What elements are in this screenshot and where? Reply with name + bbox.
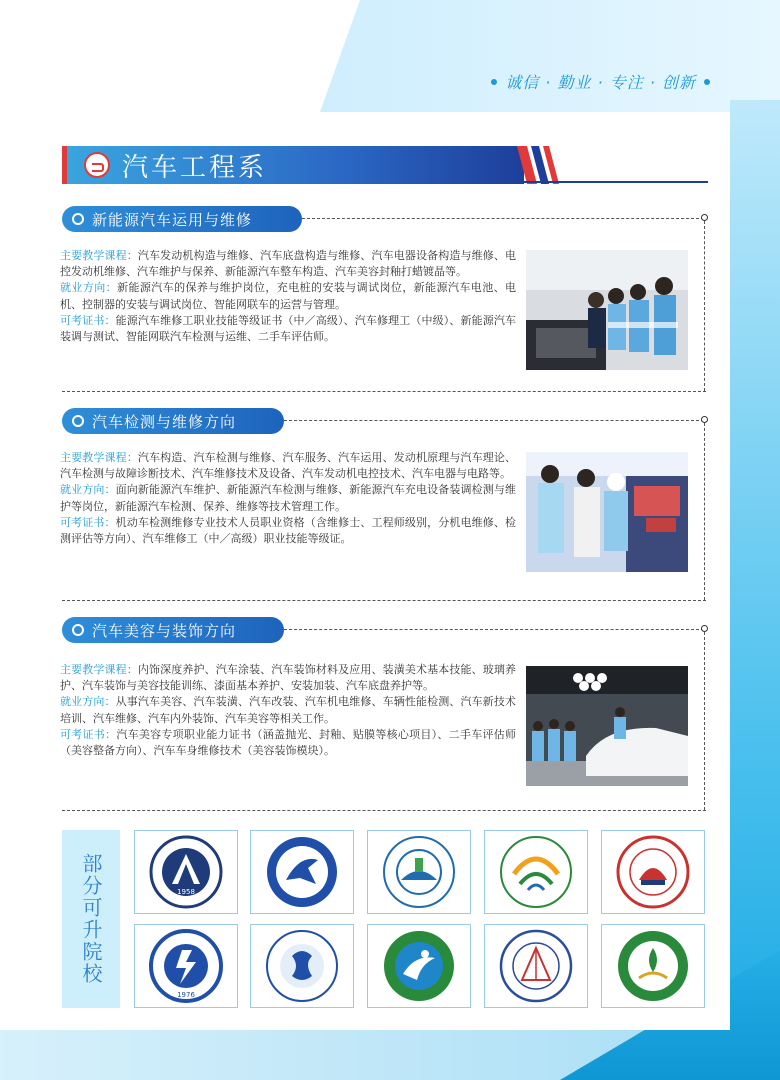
college-logo-4: [484, 830, 588, 914]
courses-text: 汽车构造、汽车检测与维修、汽车服务、汽车运用、发动机原理与汽车理论、汽车检测与故障诊断技术、汽车维修技术及设备、汽车发动机电控技术、汽车电器与电路等。: [60, 451, 516, 481]
svg-text:1958: 1958: [177, 888, 195, 896]
students-training-rig-photo: [526, 452, 688, 572]
certs-text: 能源汽车维修工职业技能等级证书（中／高级）、汽车修理工（中级）、新能源汽车装调与测试、智能网联汽车检测与运维、二手车评估师。: [60, 313, 516, 344]
college-logo-3: [367, 830, 471, 914]
department-title: 汽车工程系: [122, 153, 268, 183]
college-seal-icon: [615, 834, 691, 910]
section-dash-line: [62, 600, 706, 601]
section-dash-line: [704, 423, 705, 600]
college-seal-icon: [264, 928, 340, 1004]
college-seal-icon: [381, 834, 457, 910]
header-accent: [62, 146, 67, 184]
courses-text: 汽车发动机构造与维修、汽车底盘构造与维修、汽车电器设备构造与维修、电控发动机维修、汽车维护与保养、新能源汽车整车构造、汽车美容封釉打蜡镀晶等。: [60, 249, 516, 279]
section-title-pill: [62, 617, 284, 643]
circle-icon: [72, 415, 84, 427]
jobs-text: 新能源汽车的保养与维护岗位，充电桩的安装与调试岗位，新能源汽车电池、电机、控制器的安装与调试岗位、智能网联车的运营与管理。: [60, 281, 517, 311]
section-dash-line: [302, 218, 704, 219]
section-dash-line: [62, 810, 706, 811]
section-knob: [701, 416, 708, 423]
slogan: [483, 70, 718, 93]
college-seal-icon: [498, 928, 574, 1004]
header-stripes-decoration: [513, 146, 573, 184]
section-dash-line: [62, 391, 706, 392]
section-knob: [701, 625, 708, 632]
circle-icon: [72, 624, 84, 636]
students-engine-bay-photo: [526, 250, 688, 370]
section-title: 新能源汽车运用与维修: [92, 210, 253, 229]
svg-text:1976: 1976: [177, 991, 195, 999]
college-seal-icon: [148, 834, 224, 910]
right-blue-stripe: [730, 100, 780, 1080]
courses-label: 主要教学课程：: [60, 249, 138, 262]
section-dash-line: [704, 221, 705, 391]
section-title: 汽车美容与装饰方向: [92, 621, 237, 640]
section-title-pill: [62, 206, 302, 232]
jobs-text: 面向新能源汽车维护、新能源汽车检测与维修、新能源汽车充电设备装调检测与维护等岗位，新能源汽车检测、保养、维修等技术管理工作。: [60, 483, 516, 513]
college-seal-icon: [615, 928, 691, 1004]
college-logo-2: [250, 830, 354, 914]
car-wash-workshop-photo: [526, 666, 688, 786]
department-icon: [84, 152, 110, 178]
courses-label: 主要教学课程：: [60, 451, 138, 464]
circle-icon: [72, 213, 84, 225]
bullet-dot: [704, 79, 710, 85]
jobs-label: 就业方向：: [60, 483, 116, 497]
colleges-label: 部分可升院校: [62, 830, 120, 1008]
courses-label: 主要教学课程：: [60, 663, 138, 676]
section-dash-line: [284, 420, 704, 421]
bullet-dot: [491, 79, 497, 85]
section-body: [60, 662, 516, 759]
college-logo-5: [601, 830, 705, 914]
jobs-label: 就业方向：: [60, 695, 116, 709]
college-seal-icon: [264, 834, 340, 910]
college-logo-1: [134, 830, 238, 914]
section-title: 汽车检测与维修方向: [92, 412, 237, 431]
college-logo-9: [484, 924, 588, 1008]
college-logo-8: [367, 924, 471, 1008]
college-seal-icon: [498, 834, 574, 910]
courses-text: 内饰深度养护、汽车涂装、汽车装饰材料及应用、装潢美术基本技能、玻璃养护、汽车装饰与美容技能训练、漆面基本养护、安装加装、汽车底盘养护等。: [60, 663, 516, 693]
top-blue-band: [320, 0, 780, 112]
section-dash-line: [704, 632, 705, 810]
college-seal-icon: [381, 928, 457, 1004]
section-body: [60, 248, 516, 345]
header-underline: [524, 181, 708, 183]
section-title-pill: [62, 408, 284, 434]
slogan-text: 诚信 · 勤业 · 专注 · 创新: [505, 73, 696, 92]
section-dash-line: [284, 629, 704, 630]
certs-label: 可考证书：: [60, 313, 116, 327]
certs-label: 可考证书：: [60, 727, 117, 741]
certs-text: 机动车检测维修专业技术人员职业资格（含维修士、工程师级别，分机电维修、检测评估等方向）、汽车维修工（中／高级）职业技能等级证。: [60, 515, 516, 546]
jobs-text: 从事汽车美容、汽车装潢、汽车改装、汽车机电维修、车辆性能检测、汽车新技术培训、汽车维修、汽车内外装饰、汽车美容等相关工作。: [60, 695, 516, 725]
certs-label: 可考证书：: [60, 515, 116, 529]
college-seal-icon: [148, 928, 224, 1004]
certs-text: 汽车美容专项职业能力证书（涵盖抛光、封釉、贴膜等核心项目）、二手车评估师（美容整备方向）、汽车车身维修技术（美容装饰模块）。: [60, 727, 516, 758]
jobs-label: 就业方向：: [60, 281, 118, 295]
section-knob: [701, 214, 708, 221]
college-logo-6: [134, 924, 238, 1008]
college-logo-10: [601, 924, 705, 1008]
section-body: [60, 450, 516, 547]
college-logo-7: [250, 924, 354, 1008]
